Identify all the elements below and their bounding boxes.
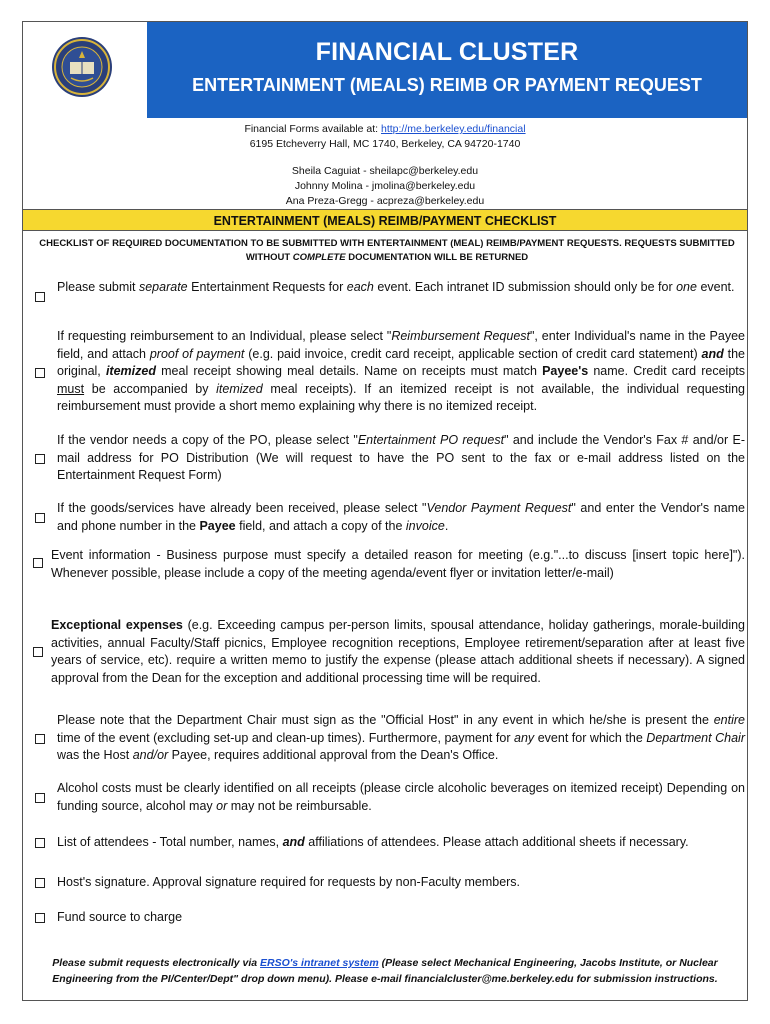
forms-label: Financial Forms available at: (244, 123, 381, 135)
checklist-item-alcohol: Alcohol costs must be clearly identified on all receipts (please circle alcoholic beverages on itemized receipt) Depending on funding source, alcohol may or may not be reimbursable. (35, 780, 747, 816)
contact-block (23, 122, 747, 209)
checkbox-icon[interactable] (33, 558, 43, 568)
checklist-item-event-info: Event information - Business purpose must specify a detailed reason for meeting (e.g."...to discuss [insert topic here]"). Whenever possible, please include a copy of the meeting agenda/event flyer or invitation letter/e-mail) (35, 547, 747, 583)
checklist-item-po-request: If the vendor needs a copy of the PO, please select "Entertainment PO request" and include the Vendor's Fax # and/or E-mail address for PO Distribution (We will request to have the PO sent to the fax or e-mail address listed on the Entertainment Request Form) (35, 432, 747, 486)
address-line: 6195 Etcheverry Hall, MC 1740, Berkeley, CA 94720-1740 (249, 138, 521, 150)
checklist-item-reimbursement: If requesting reimbursement to an Individual, please select "Reimbursement Request", enter Individual's name in the Payee field, and attach proof of payment (e.g. paid invoice, credit card receipt, applicable section of credit card statement) and the original, itemized meal receipt showing meal details. Name on receipts must match Payee's name. Credit card receipts must be accompanied by itemized meal receipts). If an itemized receipt is not available, the individual requesting reimbursement must provide a short memo explaining why there is no itemized receipt. (35, 328, 747, 416)
logo-box (23, 22, 148, 118)
checklist-item-vendor-payment: If the goods/services have already been received, please select "Vendor Payment Request" and enter the Vendor's name and phone number in the Payee field, and attach a copy of the invoice. (35, 500, 747, 536)
checkbox-icon[interactable] (35, 913, 45, 923)
checklist-item-separate-requests: Please submit separate Entertainment Requests for each event. Each intranet ID submission should only be for one event. (35, 279, 747, 315)
checklist-subheading: CHECKLIST OF REQUIRED DOCUMENTATION TO BE SUBMITTED WITH ENTERTAINMENT (MEAL) REIMB/PAYMENT REQUESTS. REQUESTS SUBMITTED WITHOUT COMPLETE DOCUMENTATION WILL BE RETURNED (39, 238, 735, 263)
contact-person: Ana Preza-Gregg - acpreza@berkeley.edu (285, 195, 485, 207)
checkbox-icon[interactable] (35, 292, 45, 302)
page-subtitle: ENTERTAINMENT (MEALS) REIMB OR PAYMENT REQUEST (192, 75, 702, 95)
checklist-item-exceptional-expenses: Exceptional expenses (e.g. Exceeding campus per-person limits, spousal attendance, holiday gatherings, morale-building activities, annual Faculty/Staff picnics, Employee recognition receptions, Employee retirement/separation after at least five years of service, etc). require a written memo to justify the expense (please attach additional sheets if necessary). A signed approval from the Dean for the exception and additional processing time will be required. (35, 617, 747, 687)
contact-person: Sheila Caguiat - sheilapc@berkeley.edu (291, 165, 479, 177)
checkbox-icon[interactable] (35, 368, 45, 378)
checkbox-icon[interactable] (35, 793, 45, 803)
checkbox-icon[interactable] (33, 647, 43, 657)
form-page (22, 21, 748, 1001)
checkbox-icon[interactable] (35, 838, 45, 848)
checklist-item-fund-source: Fund source to charge (35, 909, 747, 927)
checklist-heading: ENTERTAINMENT (MEALS) REIMB/PAYMENT CHECKLIST (23, 209, 747, 231)
checklist-item-host-signature: Host's signature. Approval signature required for requests by non-Faculty members. (35, 874, 747, 892)
forms-link[interactable]: http://me.berkeley.edu/financial (381, 123, 526, 135)
header-banner (147, 22, 747, 118)
checkbox-icon[interactable] (35, 878, 45, 888)
submission-instructions: Please submit requests electronically via ERSO's intranet system (Please select Mechanical Engineering, Jacobs Institute, or Nuclear Engineering from the PI/Center/Dept" drop down menu). Please e-mail financialcluster@me.berkeley.edu for submission instructions. (52, 957, 718, 985)
checkbox-icon[interactable] (35, 734, 45, 744)
checkbox-icon[interactable] (35, 454, 45, 464)
page-title: FINANCIAL CLUSTER (315, 38, 579, 66)
checkbox-icon[interactable] (35, 513, 45, 523)
contact-person: Johnny Molina - jmolina@berkeley.edu (294, 180, 476, 192)
checklist-item-attendees: List of attendees - Total number, names, and affiliations of attendees. Please attach additional sheets if necessary. (35, 834, 747, 852)
erso-intranet-link[interactable]: ERSO's intranet system (260, 957, 379, 969)
form-header (23, 22, 747, 118)
forms-line (23, 122, 747, 137)
uc-berkeley-seal-icon (51, 36, 113, 98)
checklist-item-department-chair: Please note that the Department Chair must sign as the "Official Host" in any event in which he/she is present the entire time of the event (excluding set-up and clean-up times). Furthermore, payment for any event for which the Department Chair was the Host and/or Payee, requires additional approval from the Dean's Office. (35, 712, 747, 766)
